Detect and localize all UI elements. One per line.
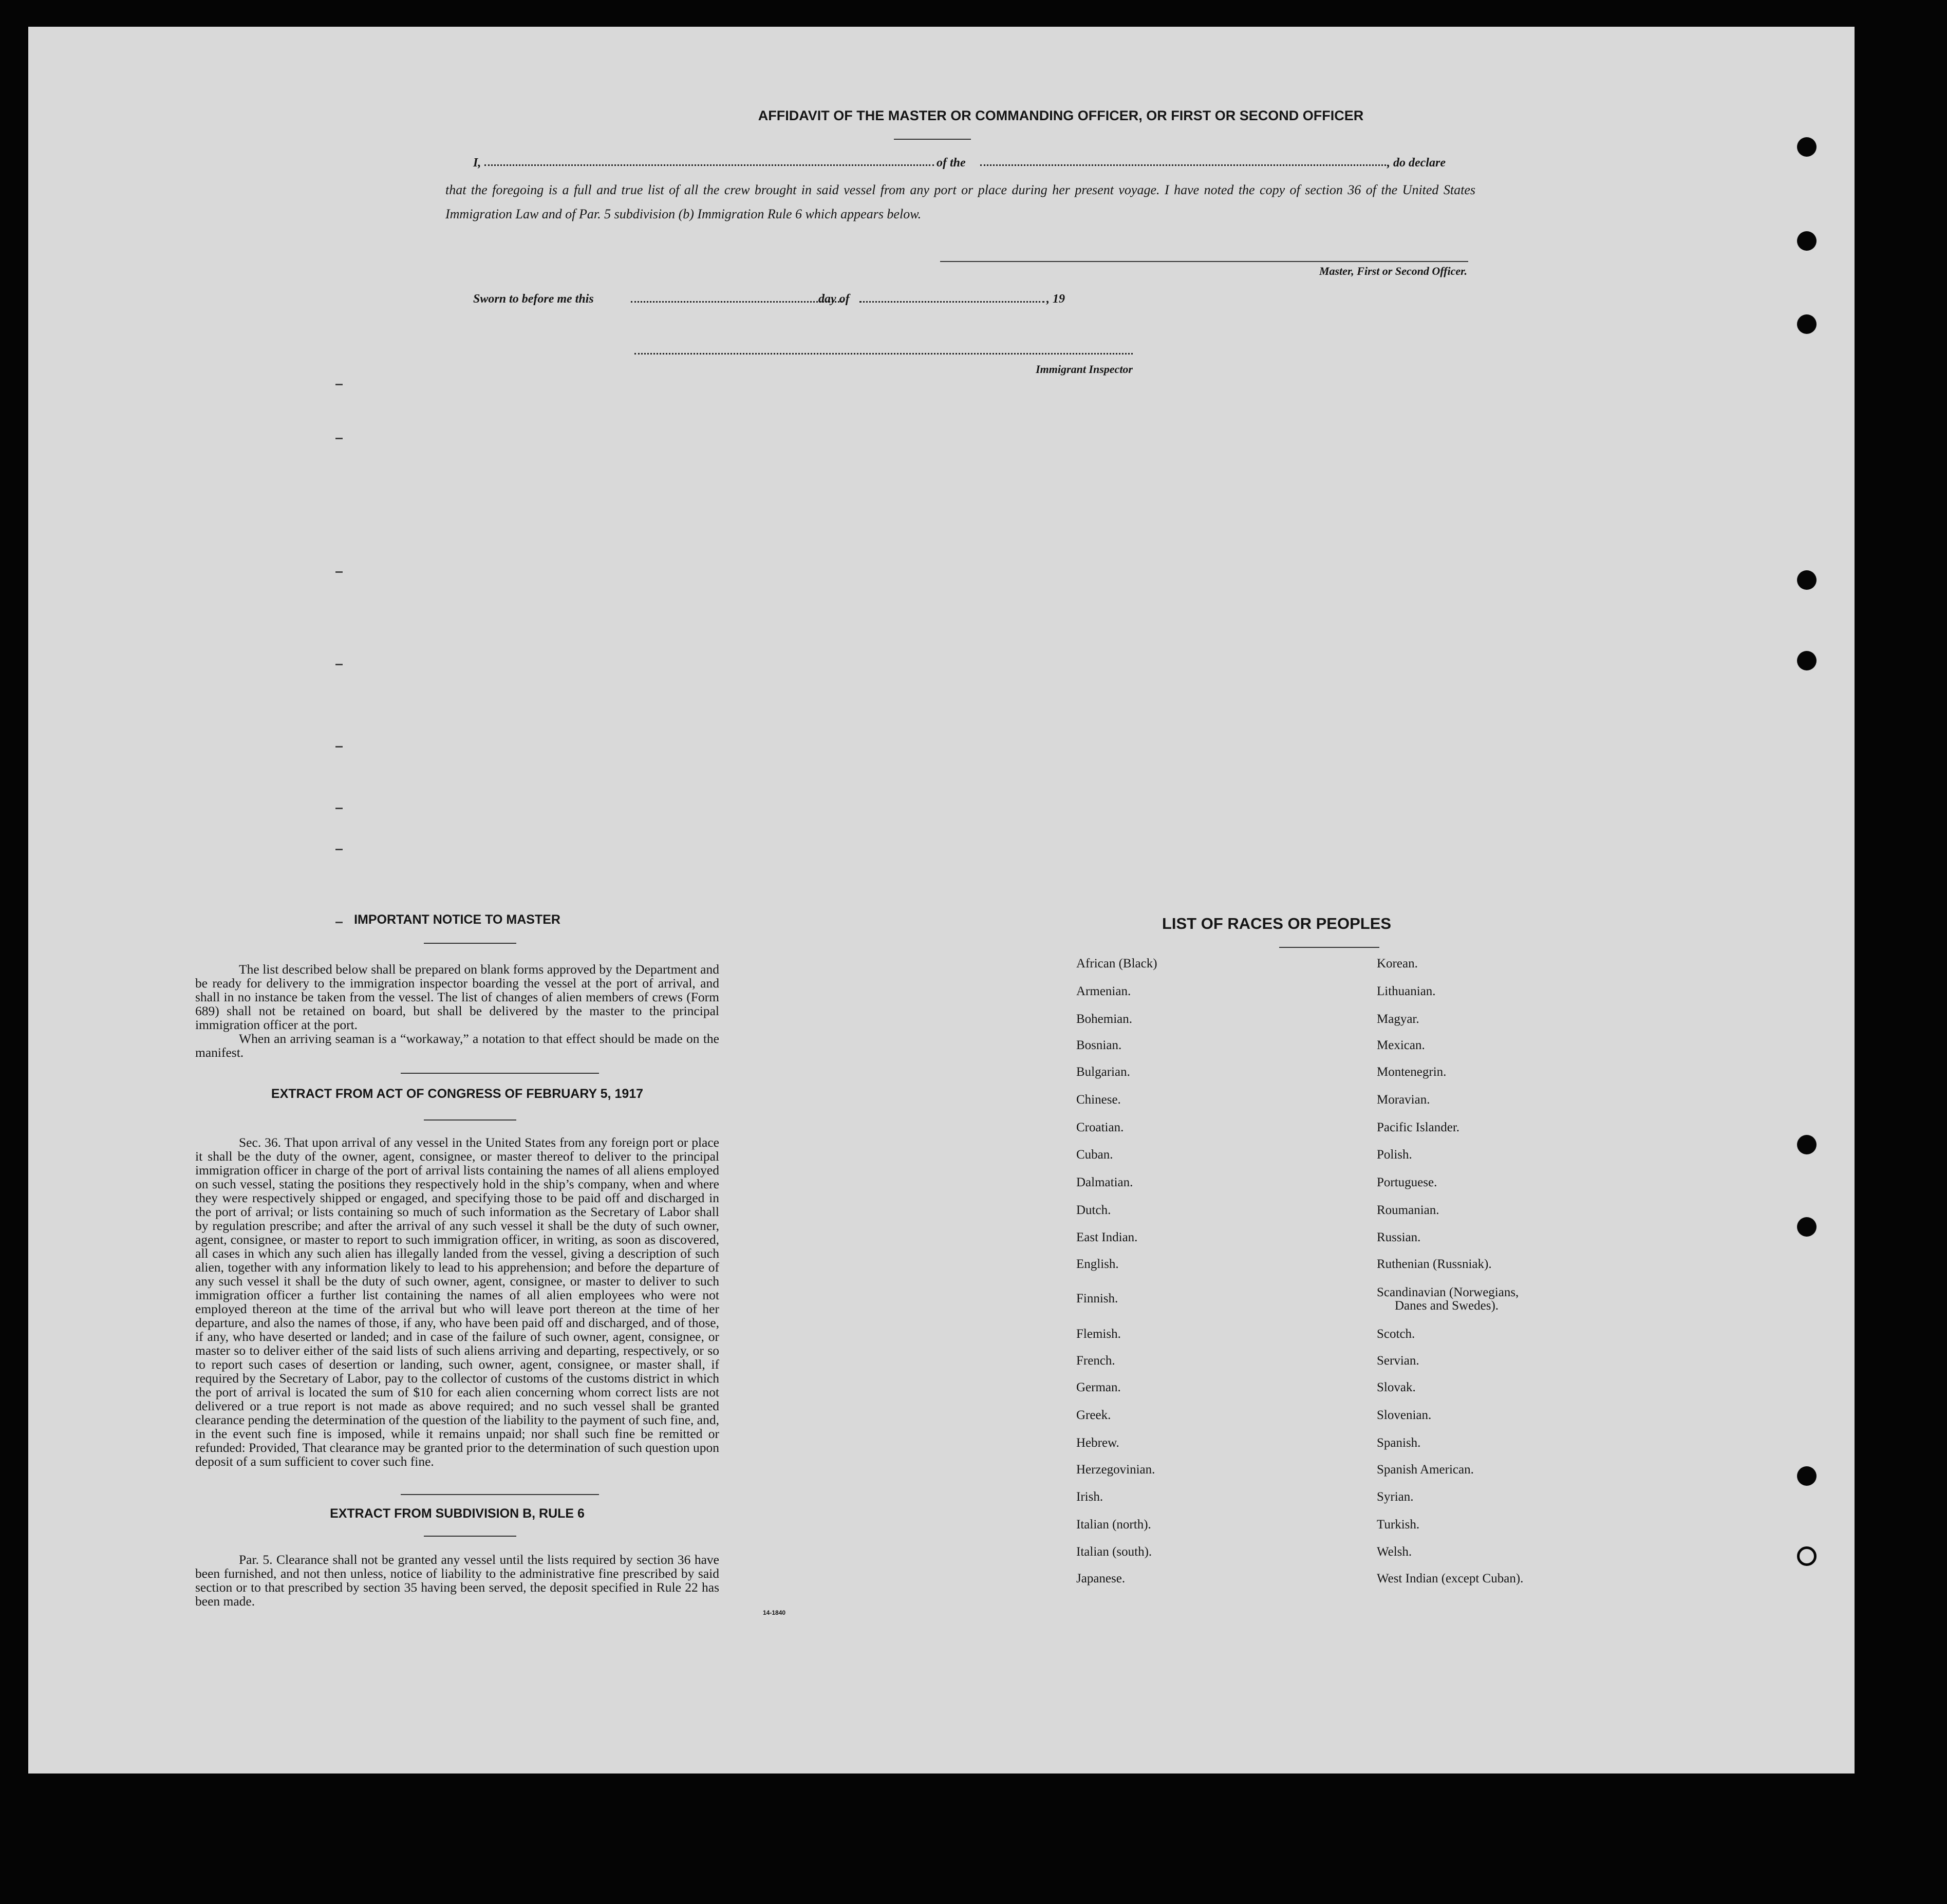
sworn-month-field-line[interactable] (859, 301, 1044, 303)
race-item: Slovak. (1377, 1380, 1416, 1394)
affidavit-title: AFFIDAVIT OF THE MASTER OR COMMANDING OFFICER, OR FIRST OR SECOND OFFICER (758, 108, 1364, 123)
race-item: Polish. (1377, 1148, 1412, 1162)
race-item: Bohemian. (1076, 1012, 1133, 1026)
race-item: Hebrew. (1076, 1436, 1119, 1450)
race-item: Dalmatian. (1076, 1175, 1133, 1189)
race-item: Italian (south). (1076, 1545, 1152, 1559)
form-number: 14-1840 (763, 1609, 786, 1616)
act-title-rule (424, 1119, 516, 1121)
race-item: Moravian. (1377, 1093, 1430, 1107)
punch-hole-icon (1797, 231, 1817, 251)
punch-hole-icon (1797, 314, 1817, 334)
race-item: Slovenian. (1377, 1408, 1432, 1422)
races-title: LIST OF RACES OR PEOPLES (1162, 914, 1392, 932)
master-signature-line[interactable] (940, 261, 1468, 262)
notice-title-rule (424, 943, 516, 944)
race-item: Flemish. (1076, 1327, 1121, 1341)
margin-mark (335, 849, 343, 850)
race-item: Irish. (1076, 1490, 1103, 1504)
inspector-label: Immigrant Inspector (1036, 363, 1133, 376)
race-item: Spanish American. (1377, 1463, 1474, 1477)
affidavit-body: that the foregoing is a full and true list of all the crew brought in said vessel from any port or place during her present voyage. I have noted the copy of section 36 of the United States Immigration Law and of Par. 5 subdivision (b) Immigration Rule 6 which appears below. (445, 182, 1475, 221)
punch-hole-icon (1797, 1466, 1817, 1486)
section-divider (401, 1073, 599, 1074)
margin-mark (335, 384, 343, 385)
race-item: Welsh. (1377, 1545, 1412, 1559)
rule-title-rule (424, 1536, 516, 1537)
race-item: Korean. (1377, 957, 1418, 970)
affidavit-of-the-label: of the (937, 156, 966, 170)
punch-hole-icon (1797, 1135, 1817, 1154)
inspector-signature-line[interactable] (634, 353, 1133, 354)
year-prefix-label: , 19 (1046, 292, 1065, 306)
race-item: Scotch. (1377, 1327, 1415, 1341)
margin-mark (335, 438, 343, 439)
race-item: Armenian. (1076, 984, 1131, 998)
notice-title: IMPORTANT NOTICE TO MASTER (354, 912, 560, 927)
race-item: German. (1076, 1380, 1121, 1394)
section-divider (401, 1494, 599, 1495)
race-item: Lithuanian. (1377, 984, 1436, 998)
race-item: Ruthenian (Russniak). (1377, 1257, 1492, 1271)
race-item: Bosnian. (1076, 1038, 1122, 1052)
sworn-label: Sworn to before me this (473, 292, 594, 306)
race-item: West Indian (except Cuban). (1377, 1572, 1524, 1585)
race-item: Turkish. (1377, 1518, 1420, 1532)
master-signature-label: Master, First or Second Officer. (1319, 265, 1467, 277)
punch-hole-icon (1797, 1546, 1817, 1566)
race-item: Finnish. (1076, 1292, 1118, 1305)
margin-mark (335, 664, 343, 665)
race-item: Montenegrin. (1377, 1065, 1447, 1079)
punch-hole-icon (1797, 137, 1817, 157)
race-item: Croatian. (1076, 1121, 1124, 1134)
race-item: Cuban. (1076, 1148, 1113, 1162)
name-field-line[interactable] (484, 164, 934, 166)
notice-paragraph-1: The list described below shall be prepared on blank forms approved by the Department and be ready for delivery to the immigration inspector boarding the vessel at the port of arrival, and shall in no instance be taken from the vessel. The list of changes of alien members of crews (Form 689) shall not be retained on board, but shall be delivered by the master to the principal immigration officer at the port. (195, 962, 719, 1032)
affidavit-i-label: I, (473, 156, 481, 170)
race-item: Mexican. (1377, 1038, 1425, 1052)
margin-mark (335, 746, 343, 748)
race-item: Japanese. (1076, 1572, 1126, 1585)
affidavit-declare-label: , do declare (1387, 156, 1446, 170)
sworn-day-field-line[interactable] (631, 301, 843, 303)
rule-title: EXTRACT FROM SUBDIVISION B, RULE 6 (330, 1506, 585, 1521)
race-item: Russian. (1377, 1230, 1421, 1244)
race-item: Chinese. (1076, 1093, 1121, 1107)
race-item: Servian. (1377, 1354, 1419, 1368)
race-item: Magyar. (1377, 1012, 1419, 1026)
punch-hole-icon (1797, 651, 1817, 670)
race-item: Italian (north). (1076, 1518, 1151, 1532)
margin-mark (335, 571, 343, 573)
day-of-label: day of (818, 292, 850, 306)
punch-hole-icon (1797, 570, 1817, 590)
race-item: Dutch. (1076, 1203, 1111, 1217)
race-item: East Indian. (1076, 1230, 1138, 1244)
rule-par-5-text: Par. 5. Clearance shall not be granted any vessel until the lists required by section 36 have been furnished, and not then unless, notice of liability to the administrative fine prescribed by said section or to that prescribed by section 35 having been served, the deposit specified in Rule 22 has been made. (195, 1552, 719, 1609)
vessel-field-line[interactable] (980, 164, 1386, 166)
race-item: Herzegovinian. (1076, 1463, 1155, 1477)
race-item: African (Black) (1076, 957, 1157, 970)
race-item: French. (1076, 1354, 1115, 1368)
race-item: English. (1076, 1257, 1119, 1271)
margin-mark (335, 808, 343, 809)
races-title-rule (1279, 947, 1379, 948)
race-item: Spanish. (1377, 1436, 1421, 1450)
race-item: Danes and Swedes). (1395, 1299, 1499, 1313)
punch-hole-icon (1797, 1217, 1817, 1237)
form-sheet (28, 27, 1855, 1774)
act-section-36-text: Sec. 36. That upon arrival of any vessel in the United States from any foreign port or place it shall be the duty of the owner, agent, consignee, or master thereof to deliver to the principal immigration officer in charge of the port of arrival lists containing the names of all aliens employed on such vessel, stating the positions they respectively hold in the ship’s company, when and where they were respectively shipped or engaged, and specifying those to be paid off and discharged in the port of arrival; or lists containing so much of such information as the Secretary of Labor shall by regulation prescribe; and after the arrival of any such vessel it shall be the duty of such owner, agent, consignee, or master to report to such immigration officer, in writing, as soon as discovered, all cases in which any such alien has illegally landed from the vessel, giving a description of such alien, together with any information likely to lead to his apprehension; and before the departure of any such vessel it shall be the duty of such owner, agent, consignee, or master to deliver to such immigration officer a further list containing the names of all alien employees who were not employed thereon at the time of the arrival but who will leave port thereon at the time of her departure, and also the names of those, if any, who have been paid off and discharged, and of those, if any, who have deserted or landed; and in case of the failure of such owner, agent, consignee, or master so to deliver either of the said lists of such aliens arriving and departing, respectively, or so to report such cases of desertion or landing, such owner, agent, consignee, or master shall, if required by the Secretary of Labor, pay to the collector of customs of the customs district in which the port of arrival is located the sum of $10 for each alien concerning whom correct lists are not delivered or a true report is not made as above required; and no such vessel shall be granted clearance pending the determination of the question of the liability to the payment of such fine, and, in the event such fine is imposed, while it remains unpaid; nor shall such fine be remitted or refunded: Provided, That clearance may be granted prior to the determination of such question upon deposit of a sum sufficient to cover such fine. (195, 1135, 719, 1469)
race-item: Syrian. (1377, 1490, 1414, 1504)
race-item: Portuguese. (1377, 1175, 1437, 1189)
title-rule (894, 139, 971, 140)
notice-paragraph-2: When an arriving seaman is a “workaway,” a notation to that effect should be made on the manifest. (195, 1031, 719, 1060)
act-title: EXTRACT FROM ACT OF CONGRESS OF FEBRUARY 5, 1917 (271, 1087, 644, 1101)
race-item: Bulgarian. (1076, 1065, 1130, 1079)
race-item: Roumanian. (1377, 1203, 1439, 1217)
race-item: Scandinavian (Norwegians, (1377, 1285, 1519, 1299)
race-item: Greek. (1076, 1408, 1111, 1422)
race-item: Pacific Islander. (1377, 1121, 1460, 1134)
